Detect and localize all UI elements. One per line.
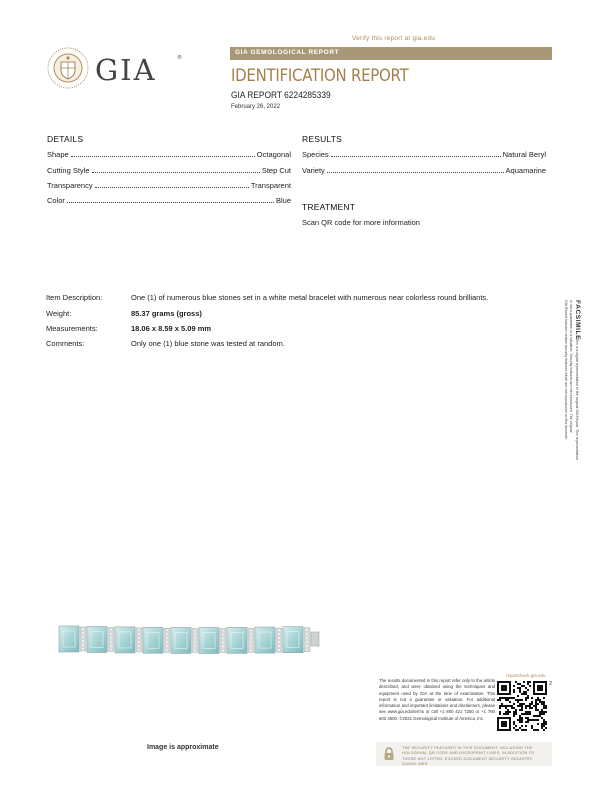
qr-code-icon[interactable]: [497, 681, 547, 731]
qr-number: 2: [549, 681, 553, 687]
details-label: Shape: [47, 150, 69, 159]
bracelet-clasp: [311, 632, 319, 646]
results-row-species: [302, 150, 546, 159]
treatment-text: Scan QR code for more information: [302, 218, 420, 227]
item-description-value: One (1) of numerous blue stones set in a white metal bracelet with numerous near colorless round brilliants.: [131, 293, 489, 302]
details-row-shape: [47, 150, 291, 159]
comments-value: Only one (1) blue stone was tested at random.: [131, 339, 285, 348]
measurements-label: Measurements:: [46, 324, 98, 333]
reportcheck-link[interactable]: reportcheck.gia.edu: [506, 673, 546, 678]
details-value: Octagonal: [256, 150, 291, 159]
facsimile-line-1: This is a digital representation of the original GIA Report. This representation: [575, 338, 579, 460]
diamond-link: [80, 627, 86, 651]
disclaimer-text: The results documented in this report refer only to the article described, and were obtained using the techniques and equipment used by GIA at the time of examination. This report is not a guarantee or valuation. For additional information and important limitations and disclaimers, please see www.gia.edu/terms or call +1 800 421 7250 or +1 760 603 4500. ©2021 Gemological Institute of America, Inc.: [379, 678, 495, 721]
diamond-link: [304, 628, 310, 652]
facsimile-title: FACSIMILE: [574, 300, 581, 341]
details-row-cutting-style: [47, 166, 291, 175]
leader-dots: [95, 186, 249, 188]
results-value: Aquamarine: [505, 166, 546, 175]
diamond-link: [276, 628, 282, 652]
weight-value: 85.37 grams (gross): [131, 309, 202, 318]
diamond-link: [220, 628, 226, 652]
report-type-band: [230, 47, 552, 60]
results-label: Species: [302, 150, 329, 159]
facsimile-notice: [563, 300, 583, 500]
gia-crest-icon: [48, 48, 88, 88]
facsimile-line-2: is not a guarantee or a valuation. Security features are not reproduced. The original: [569, 300, 573, 433]
leader-dots: [71, 155, 255, 157]
details-label: Color: [47, 196, 65, 205]
aquamarine-stone: [199, 627, 219, 653]
details-row-color: [47, 196, 291, 205]
leader-dots: [327, 171, 504, 173]
leader-dots: [67, 201, 274, 203]
verify-link[interactable]: Verify this report at gia.edu: [352, 35, 436, 42]
details-value: Transparent: [250, 181, 291, 190]
details-label: Cutting Style: [47, 166, 90, 175]
security-notice: [376, 742, 552, 766]
aquamarine-stone: [283, 627, 303, 653]
report-type-label: GIA GEMOLOGICAL REPORT: [235, 49, 340, 56]
report-title: IDENTIFICATION REPORT: [231, 66, 409, 86]
diamond-link: [248, 628, 254, 652]
measurements-value: 18.06 x 8.59 x 5.09 mm: [131, 324, 212, 333]
aquamarine-stone: [143, 627, 163, 653]
leader-dots: [92, 171, 260, 173]
leader-dots: [331, 155, 501, 157]
results-heading: RESULTS: [302, 134, 342, 144]
diamond-link: [136, 628, 142, 652]
diamond-link: [164, 628, 170, 652]
diamond-link: [108, 627, 114, 651]
image-caption: Image is approximate: [147, 744, 219, 751]
gia-logo: [46, 46, 186, 90]
aquamarine-stone: [255, 627, 275, 653]
comments-label: Comments:: [46, 339, 85, 348]
details-row-transparency: [47, 181, 291, 190]
details-label: Transparency: [47, 181, 93, 190]
report-date: February 26, 2022: [231, 104, 281, 110]
bracelet-image: [55, 620, 325, 660]
diamond-link: [192, 628, 198, 652]
logo-text: GIA: [95, 53, 157, 87]
aquamarine-stone: [171, 627, 191, 653]
facsimile-line-3: GIA Report includes certain security features which are not reproduced on this facsimile.: [564, 300, 568, 441]
treatment-heading: TREATMENT: [302, 202, 356, 212]
security-lock-icon: [382, 747, 396, 761]
item-description-label: Item Description:: [46, 293, 103, 302]
details-value: Blue: [275, 196, 291, 205]
results-row-variety: [302, 166, 546, 175]
aquamarine-stone: [87, 626, 107, 652]
svg-text:®: ®: [177, 55, 182, 61]
aquamarine-stone: [59, 626, 79, 652]
security-text: THE SECURITY FEATURES IN THIS DOCUMENT, INCLUDING THE HOLOGRAM, QR CODE AND MICROPRINT LINES, IN ADDITION TO THOSE NOT LISTED, EXCEED DOCUMENT SECURITY INDUSTRY GUIDELINES.: [402, 746, 535, 767]
details-value: Step Cut: [261, 166, 291, 175]
results-value: Natural Beryl: [502, 150, 546, 159]
weight-label: Weight:: [46, 309, 72, 318]
details-heading: DETAILS: [47, 134, 84, 144]
aquamarine-stone: [227, 627, 247, 653]
results-label: Variety: [302, 166, 325, 175]
aquamarine-stone: [115, 627, 135, 653]
report-number: GIA REPORT 6224285339: [231, 90, 331, 101]
